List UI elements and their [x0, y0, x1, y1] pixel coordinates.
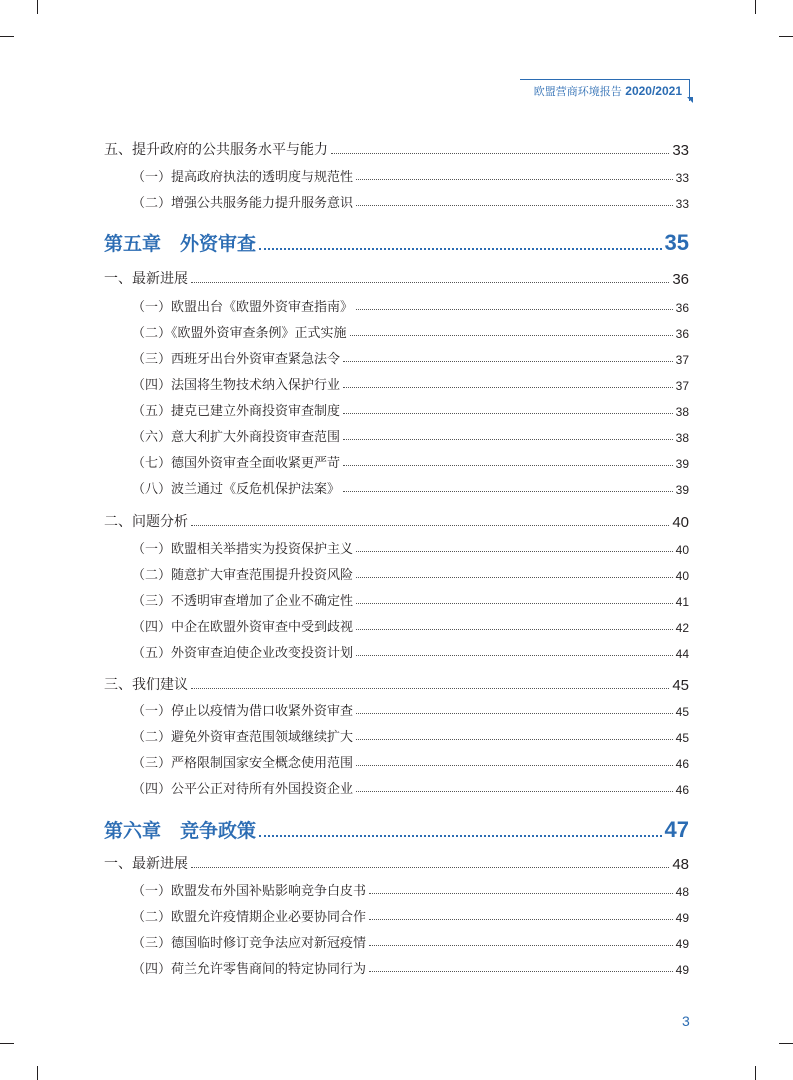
dot-leader [191, 524, 669, 526]
entry-page-number: 45 [672, 677, 689, 694]
toc-section-entry[interactable] [104, 511, 689, 531]
entry-page-number: 49 [675, 963, 689, 977]
toc-subsection-entry[interactable] [132, 564, 689, 583]
running-header [520, 79, 690, 101]
dot-leader [356, 204, 673, 206]
entry-title: （八）波兰通过《反危机保护法案》 [132, 482, 341, 497]
dot-leader [356, 602, 673, 604]
entry-page-number: 45 [675, 731, 689, 745]
entry-title: （二）随意扩大审查范围提升投资风险 [132, 568, 354, 583]
entry-title: （二）避免外资审查范围领域继续扩大 [132, 730, 354, 745]
entry-title: （一）提高政府执法的透明度与规范性 [132, 170, 354, 185]
dot-leader [356, 550, 673, 552]
toc-subsection-entry[interactable] [132, 478, 689, 497]
page-number: 3 [682, 1013, 690, 1029]
entry-title: （一）欧盟发布外国补贴影响竞争白皮书 [132, 884, 367, 899]
dot-leader [356, 764, 673, 766]
header-rule [520, 79, 690, 80]
header-corner-mark [687, 97, 693, 103]
toc-subsection-entry[interactable] [132, 538, 689, 557]
dot-leader [369, 918, 673, 920]
dot-leader [356, 628, 673, 630]
dot-leader [356, 712, 673, 714]
entry-title: （一）欧盟相关举措实为投资保护主义 [132, 542, 354, 557]
header-year: 2020/2021 [625, 84, 682, 98]
entry-title: （三）严格限制国家安全概念使用范围 [132, 756, 354, 771]
crop-mark [0, 1043, 14, 1044]
entry-page-number: 41 [675, 595, 689, 609]
crop-mark [37, 0, 38, 14]
dot-leader [343, 360, 673, 362]
toc-subsection-entry[interactable] [132, 296, 689, 315]
toc-subsection-entry[interactable] [132, 932, 689, 951]
toc-subsection-entry[interactable] [132, 166, 689, 185]
toc-subsection-entry[interactable] [132, 700, 689, 719]
entry-page-number: 46 [675, 783, 689, 797]
dot-leader [343, 386, 673, 388]
dot-leader [369, 944, 673, 946]
entry-page-number: 44 [675, 647, 689, 661]
toc-subsection-entry[interactable] [132, 452, 689, 471]
toc-subsection-entry[interactable] [132, 880, 689, 899]
entry-title: 二、问题分析 [104, 514, 188, 530]
entry-title: （三）西班牙出台外资审查紧急法令 [132, 352, 341, 367]
crop-mark [0, 36, 14, 37]
toc-subsection-entry[interactable] [132, 192, 689, 211]
entry-page-number: 49 [675, 911, 689, 925]
entry-page-number: 47 [664, 817, 689, 842]
toc-subsection-entry[interactable] [132, 322, 689, 341]
dot-leader [191, 687, 669, 689]
entry-title: （七）德国外资审查全面收紧更严苛 [132, 456, 341, 471]
entry-page-number: 37 [675, 353, 689, 367]
entry-title: （二）欧盟允许疫情期企业必要协同合作 [132, 910, 367, 925]
toc-subsection-entry[interactable] [132, 400, 689, 419]
crop-mark [755, 1066, 756, 1080]
entry-page-number: 36 [675, 301, 689, 315]
entry-page-number: 37 [675, 379, 689, 393]
entry-title: （四）中企在欧盟外资审查中受到歧视 [132, 620, 354, 635]
entry-title: （四）法国将生物技术纳入保护行业 [132, 378, 341, 393]
toc-subsection-entry[interactable] [132, 616, 689, 635]
dot-leader [191, 866, 669, 868]
entry-page-number: 46 [675, 757, 689, 771]
dot-leader [259, 247, 662, 250]
toc-section-entry[interactable] [104, 853, 689, 873]
dot-leader [356, 790, 673, 792]
dot-leader [369, 970, 673, 972]
entry-title: （四）荷兰允许零售商间的特定协同行为 [132, 962, 367, 977]
entry-page-number: 36 [675, 327, 689, 341]
dot-leader [356, 738, 673, 740]
entry-page-number: 38 [675, 431, 689, 445]
entry-title: （一）停止以疫情为借口收紧外资审查 [132, 704, 354, 719]
entry-page-number: 42 [675, 621, 689, 635]
entry-title: （三）不透明审查增加了企业不确定性 [132, 594, 354, 609]
toc-subsection-entry[interactable] [132, 778, 689, 797]
entry-page-number: 48 [675, 885, 689, 899]
entry-page-number: 40 [672, 514, 689, 531]
entry-title: （五）外资审查迫使企业改变投资计划 [132, 646, 354, 661]
dot-leader [191, 281, 669, 283]
entry-page-number: 48 [672, 856, 689, 873]
entry-title: 三、我们建议 [104, 677, 188, 693]
dot-leader [343, 490, 673, 492]
entry-title: （四）公平公正对待所有外国投资企业 [132, 782, 354, 797]
toc-subsection-entry[interactable] [132, 958, 689, 977]
toc-subsection-entry[interactable] [132, 642, 689, 661]
crop-mark [779, 1043, 793, 1044]
dot-leader [331, 152, 669, 154]
crop-mark [755, 0, 756, 14]
entry-title: 第五章 外资审查 [104, 233, 257, 255]
entry-title: （五）捷克已建立外商投资审查制度 [132, 404, 341, 419]
toc-chapter-entry[interactable] [104, 229, 689, 256]
toc-subsection-entry[interactable] [132, 726, 689, 745]
entry-page-number: 36 [672, 271, 689, 288]
toc-subsection-entry[interactable] [132, 752, 689, 771]
dot-leader [369, 892, 673, 894]
crop-mark [779, 36, 793, 37]
dot-leader [343, 412, 673, 414]
entry-page-number: 38 [675, 405, 689, 419]
entry-title: （二）《欧盟外资审查条例》正式实施 [132, 326, 347, 341]
toc-section-entry[interactable] [104, 139, 689, 159]
dot-leader [343, 438, 673, 440]
toc-section-entry[interactable] [104, 674, 689, 694]
dot-leader [259, 834, 662, 837]
dot-leader [356, 654, 673, 656]
entry-title: 五、提升政府的公共服务水平与能力 [104, 142, 328, 158]
entry-page-number: 39 [675, 483, 689, 497]
dot-leader [343, 464, 673, 466]
dot-leader [350, 334, 673, 336]
toc-subsection-entry[interactable] [132, 906, 689, 925]
entry-page-number: 40 [675, 543, 689, 557]
entry-page-number: 33 [675, 197, 689, 211]
entry-page-number: 35 [664, 230, 689, 255]
dot-leader [356, 308, 673, 310]
entry-title: （二）增强公共服务能力提升服务意识 [132, 196, 354, 211]
entry-title: 一、最新进展 [104, 856, 188, 872]
toc-section-entry[interactable] [104, 268, 689, 288]
toc-chapter-entry[interactable] [104, 816, 689, 843]
dot-leader [356, 178, 673, 180]
entry-title: （一）欧盟出台《欧盟外资审查指南》 [132, 300, 354, 315]
toc-subsection-entry[interactable] [132, 590, 689, 609]
entry-title: （六）意大利扩大外商投资审查范围 [132, 430, 341, 445]
dot-leader [356, 576, 673, 578]
entry-title: （三）德国临时修订竞争法应对新冠疫情 [132, 936, 367, 951]
entry-page-number: 49 [675, 937, 689, 951]
toc-subsection-entry[interactable] [132, 348, 689, 367]
entry-page-number: 45 [675, 705, 689, 719]
toc-subsection-entry[interactable] [132, 426, 689, 445]
header-title: 欧盟营商环境报告 [533, 85, 622, 98]
entry-page-number: 33 [675, 171, 689, 185]
toc-subsection-entry[interactable] [132, 374, 689, 393]
entry-page-number: 40 [675, 569, 689, 583]
running-header-text [534, 83, 682, 99]
crop-mark [37, 1066, 38, 1080]
entry-page-number: 39 [675, 457, 689, 471]
entry-title: 一、最新进展 [104, 271, 188, 287]
entry-page-number: 33 [672, 142, 689, 159]
entry-title: 第六章 竞争政策 [104, 820, 257, 842]
